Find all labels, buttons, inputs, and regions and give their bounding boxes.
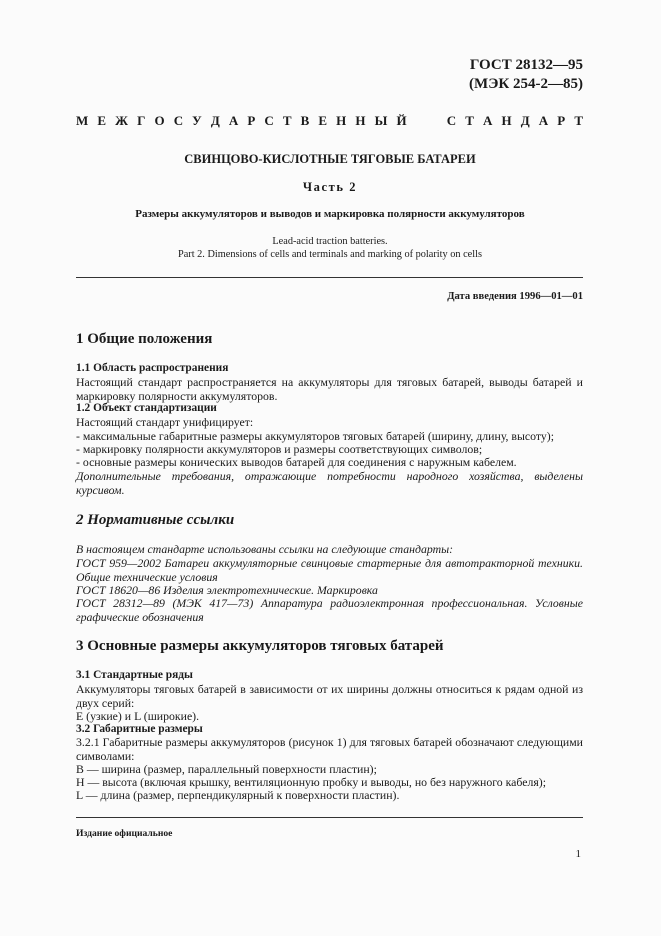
banner-letter: О: [154, 113, 165, 128]
english-title-line1: Lead-acid traction batteries.: [272, 236, 388, 247]
section-3-heading: 3 Основные размеры аккумуляторов тяговых батарей: [76, 638, 444, 654]
banner-letter: Й: [396, 113, 407, 128]
document-subtitle: Размеры аккумуляторов и выводов и маркировка полярности аккумуляторов: [135, 208, 525, 220]
banner-letter: У: [192, 113, 202, 128]
banner-letter: Е: [97, 113, 107, 128]
section-1-heading: 1 Общие положения: [76, 331, 213, 347]
section-1-2-heading: 1.2 Объект стандартизации: [76, 402, 217, 414]
divider: [76, 277, 583, 278]
document-title: СВИНЦОВО-КИСЛОТНЫЕ ТЯГОВЫЕ БАТАРЕИ: [184, 152, 476, 166]
banner-letter: А: [483, 113, 493, 128]
banner-letter: М: [76, 113, 89, 128]
section-3-2-heading: 3.2 Габаритные размеры: [76, 723, 203, 735]
section-1-2-item-2: - маркировку полярности аккумуляторов и размеры соответствующих символов;: [76, 442, 483, 456]
symbol-b-definition: B — ширина (размер, параллельный поверхности пластин);: [76, 762, 377, 776]
banner-letter: Р: [247, 113, 256, 128]
part-label: Часть 2: [302, 180, 358, 194]
symbol-h-definition: H — высота (включая крышку, вентиляционную пробку и выводы, но без наружного кабеля);: [76, 775, 546, 789]
official-edition-label: Издание официальное: [76, 828, 173, 839]
interstate-standard-banner: [76, 113, 583, 129]
banner-letter: С: [173, 113, 184, 128]
banner-letter: Р: [557, 113, 566, 128]
section-3-2-1-text: 3.2.1 Габаритные размеры аккумуляторов (рисунок 1) для тяговых батарей обозначают следующими символами:: [76, 735, 583, 763]
banner-letter: А: [228, 113, 239, 128]
section-1-2-item-1: - максимальные габаритные размеры аккумуляторов тяговых батарей (ширину, длину, высоту);: [76, 429, 555, 443]
section-1-2-note: Дополнительные требования, отражающие потребности народного хозяйства, выделены курсивом.: [76, 469, 583, 497]
section-2-heading: 2 Нормативные ссылки: [76, 512, 235, 528]
banner-letter: Т: [574, 113, 583, 128]
section-3-1-series: Е (узкие) и L (широкие).: [76, 709, 200, 723]
effective-date: Дата введения 1996—01—01: [447, 291, 583, 302]
section-3-1-text: Аккумуляторы тяговых батарей в зависимости от их ширины должны относиться к рядам одной из двух серий:: [76, 682, 583, 710]
banner-letter: С: [264, 113, 274, 128]
section-2-intro: В настоящем стандарте использованы ссылки на следующие стандарты:: [76, 542, 454, 556]
section-1-2-intro: Настоящий стандарт унифицирует:: [76, 415, 254, 429]
standard-code: [469, 56, 583, 94]
symbol-l-definition: L — длина (размер, перпендикулярный к поверхности пластин).: [76, 788, 400, 802]
section-3-1-heading: 3.1 Стандартные ряды: [76, 669, 193, 681]
banner-letter: Д: [210, 113, 220, 128]
banner-letter: Т: [465, 113, 474, 128]
footer-divider: [76, 817, 583, 818]
page-number: 1: [575, 848, 581, 860]
banner-letter: С: [446, 113, 457, 128]
banner-letter: Д: [520, 113, 530, 128]
section-1-1-text: [76, 376, 583, 403]
banner-letter: Е: [318, 113, 328, 128]
banner-letter: Н: [501, 113, 512, 128]
reference-gost-28312: ГОСТ 28312—89 (МЭК 417—73) Аппаратура радиоэлектронная профессиональная. Условные графические обозначения: [76, 596, 583, 624]
banner-letter: А: [538, 113, 549, 128]
banner-letter: В: [300, 113, 310, 128]
section-1-1-paragraph: Настоящий стандарт распространяется на аккумуляторы для тяговых батарей, выводы батарей и маркировку полярности аккумуляторов.: [76, 375, 583, 403]
english-title-line2: Part 2. Dimensions of cells and terminals and marking of polarity on cells: [178, 249, 482, 260]
english-title: [60, 235, 600, 261]
banner-letter: Т: [282, 113, 292, 128]
standard-code-gost: ГОСТ 28132—95: [469, 57, 583, 73]
standard-code-iec: (МЭК 254-2—85): [469, 76, 583, 92]
banner-letter: Н: [336, 113, 347, 128]
reference-gost-18620: ГОСТ 18620—86 Изделия электротехнические. Маркировка: [76, 583, 378, 597]
banner-letter: Н: [355, 113, 366, 128]
banner-gap: [416, 113, 438, 129]
banner-letter: Ы: [374, 113, 388, 128]
section-1-1-heading: 1.1 Область распространения: [76, 362, 229, 374]
section-1-2-item-3: - основные размеры конических выводов батарей для соединения с наружным кабелем.: [76, 455, 517, 469]
reference-gost-959: ГОСТ 959—2002 Батареи аккумуляторные свинцовые стартерные для автотракторной техники. Общие технические условия: [76, 556, 583, 584]
banner-letter: Ж: [115, 113, 128, 128]
banner-letter: Г: [137, 113, 146, 128]
